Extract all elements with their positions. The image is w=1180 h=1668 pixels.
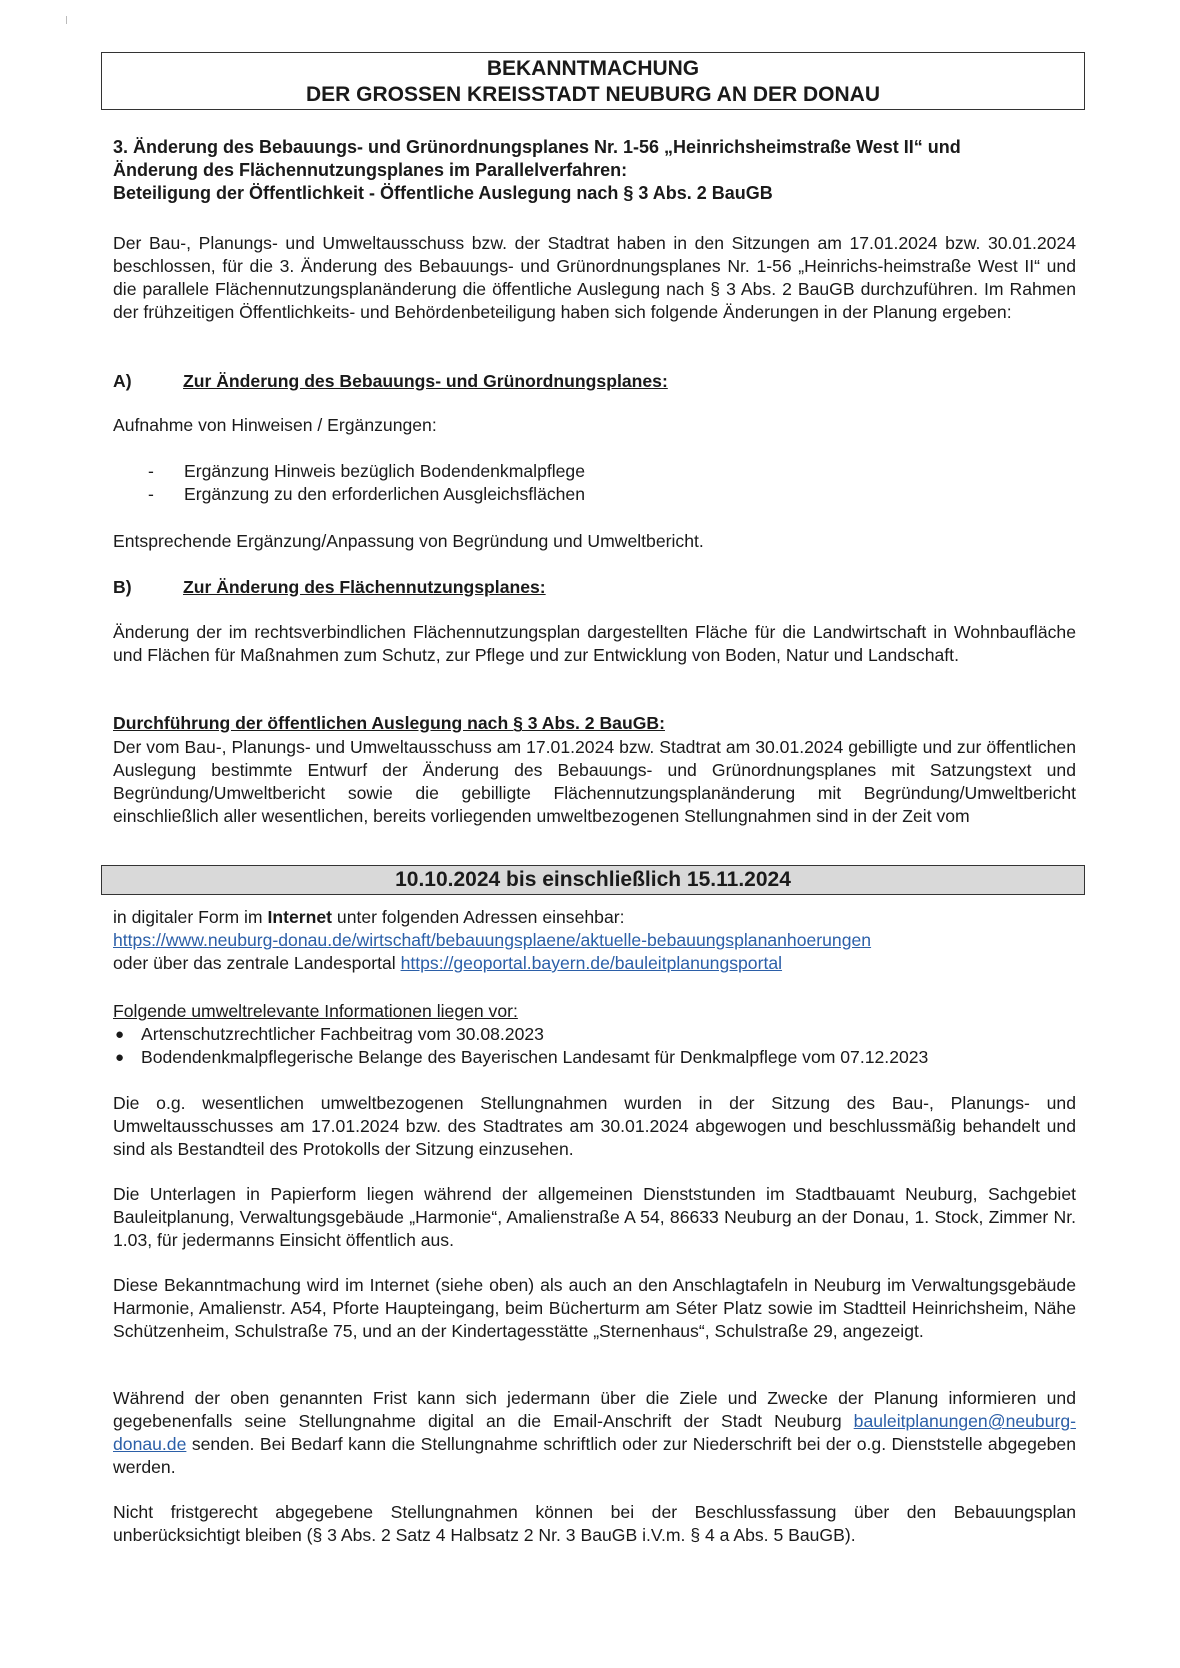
list-item: - Ergänzung Hinweis bezüglich Bodendenkmalpflege bbox=[148, 461, 586, 481]
internet-word: Internet bbox=[267, 907, 333, 927]
section-b-title: Zur Änderung des Flächennutzungsplanes: bbox=[183, 577, 546, 597]
city-website-link[interactable]: https://www.neuburg-donau.de/wirtschaft/bebauungsplaene/aktuelle-bebauungsplananhoerungen bbox=[113, 930, 872, 950]
section-a-title: Zur Änderung des Bebauungs- und Grünordnungsplanes: bbox=[183, 371, 668, 391]
bullet-icon: ● bbox=[115, 1049, 125, 1066]
bullet-icon: ● bbox=[115, 1026, 125, 1043]
document-title bbox=[113, 136, 1076, 205]
section-b-letter: B) bbox=[113, 577, 132, 597]
section-a-list bbox=[113, 460, 1076, 506]
env-info-heading: Folgende umweltrelevante Informationen liegen vor: bbox=[113, 1001, 518, 1021]
statements-paragraph: Die o.g. wesentlichen umweltbezogenen Stellungnahmen wurden in der Sitzung des Bau-, Planungs- und Umweltausschusses am 17.01.2024 bzw. des Stadtrates am 30.01.2024 abgewogen und beschlussmäßig behandelt und sind als Bestandteil des Protokolls der Sitzung einzusehen. bbox=[113, 1093, 1076, 1159]
list-item: - Ergänzung zu den erforderlichen Ausgleichsflächen bbox=[148, 484, 586, 504]
online-access bbox=[113, 906, 1076, 975]
email-link[interactable]: bauleitplanungen@neuburg-donau.de bbox=[113, 1411, 1076, 1454]
online-intro: in digitaler Form im Internet unter folgenden Adressen einsehbar: bbox=[113, 907, 625, 927]
section-a-letter: A) bbox=[113, 371, 132, 391]
header-line-2: DER GROSSEN KREISSTADT NEUBURG AN DER DONAU bbox=[305, 83, 881, 106]
section-a-heading bbox=[113, 370, 1076, 393]
section-b-text: Änderung der im rechtsverbindlichen Flächennutzungsplan dargestellten Fläche für die Landwirtschaft in Wohnbaufläche und Flächen für Maßnahmen zum Schutz, zur Pflege und zur Entwicklung von Boden, Natur und Landschaft. bbox=[113, 622, 1076, 665]
section-b-heading bbox=[113, 576, 1076, 599]
scan-mark bbox=[66, 16, 67, 24]
list-item: ● Bodendenkmalpflegerische Belange des Bayerischen Landesamt für Denkmalpflege vom 07.12.2023 bbox=[115, 1047, 929, 1067]
auslegung-text: Der vom Bau-, Planungs- und Umweltausschuss am 17.01.2024 bzw. Stadtrat am 30.01.2024 gebilligte und zur öffentlichen Auslegung bestimmte Entwurf der Änderung des Bebauungs- und Grünordnungsplanes mit Satzungstext und Begründung/Umweltbericht sowie die gebilligte Flächennutzungsplanänderung mit Begründung/Umweltbericht einschließlich aller wesentlichen, bereits vorliegenden umweltbezogenen Stellungnahmen sind in der Zeit vom bbox=[113, 737, 1076, 826]
portal-line: oder über das zentrale Landesportal https://geoportal.bayern.de/bauleitplanungsportal bbox=[113, 953, 783, 973]
header-box bbox=[101, 52, 1085, 110]
env-info-list bbox=[113, 1023, 1076, 1069]
header-line-1: BEKANNTMACHUNG bbox=[486, 57, 700, 80]
intro-paragraph: Der Bau-, Planungs- und Umweltausschuss bzw. der Stadtrat haben in den Sitzungen am 17.01.2024 bzw. 30.01.2024 beschlossen, für die 3. Änderung des Bebauungs- und Grünordnungsplanes Nr. 1-56 „Heinrichs-heimstraße West II“ und die parallele Flächennutzungsplanänderung die öffentliche Auslegung nach § 3 Abs. 2 BauGB durchzuführen. Im Rahmen der frühzeitigen Öffentlichkeits- und Behördenbeteiligung haben sich folgende Änderungen in der Planung ergeben: bbox=[113, 233, 1076, 322]
list-item: ● Artenschutzrechtlicher Fachbeitrag vom 30.08.2023 bbox=[115, 1024, 544, 1044]
title-line-1: 3. Änderung des Bebauungs- und Grünordnungsplanes Nr. 1-56 „Heinrichsheimstraße West II“ und bbox=[113, 137, 961, 157]
geoportal-link[interactable]: https://geoportal.bayern.de/bauleitplanungsportal bbox=[400, 953, 783, 973]
title-line-2: Änderung des Flächennutzungsplanes im Parallelverfahren: bbox=[113, 160, 628, 180]
section-a-note: Entsprechende Ergänzung/Anpassung von Begründung und Umweltbericht. bbox=[113, 531, 704, 551]
period-text: 10.10.2024 bis einschließlich 15.11.2024 bbox=[395, 868, 791, 891]
final-paragraph: Nicht fristgerecht abgegebene Stellungnahmen können bei der Beschlussfassung über den Bebauungsplan unberücksichtigt bleiben (§ 3 Abs. 2 Satz 4 Halbsatz 2 Nr. 3 BauGB i.V.m. § 4 a Abs. 5 BauGB). bbox=[113, 1502, 1076, 1545]
period-box bbox=[101, 865, 1085, 895]
title-line-3: Beteiligung der Öffentlichkeit - Öffentliche Auslegung nach § 3 Abs. 2 BauGB bbox=[113, 183, 773, 203]
notice-paragraph: Diese Bekanntmachung wird im Internet (siehe oben) als auch an den Anschlagtafeln in Neuburg im Verwaltungsgebäude Harmonie, Amalienstr. A54, Pforte Haupteingang, beim Bücherturm am Séter Platz sowie im Stadtteil Heinrichsheim, Nähe Schützenheim, Schulstraße 75, und an der Kindertagesstätte „Sternenhaus“, Schulstraße 29, angezeigt. bbox=[113, 1275, 1076, 1341]
section-a-lead: Aufnahme von Hinweisen / Ergänzungen: bbox=[113, 415, 437, 435]
email-paragraph: Während der oben genannten Frist kann sich jedermann über die Ziele und Zwecke der Planung informieren und gegebenenfalls seine Stellungnahme digital an die Email-Anschrift der Stadt Neuburg bauleitplanungen@neuburg-donau.de senden. Bei Bedarf kann die Stellungnahme schriftlich oder zur Niederschrift bei der o.g. Dienststelle abgegeben werden. bbox=[113, 1388, 1076, 1477]
auslegung-heading: Durchführung der öffentlichen Auslegung nach § 3 Abs. 2 BauGB: bbox=[113, 713, 665, 733]
paper-documents-paragraph: Die Unterlagen in Papierform liegen während der allgemeinen Dienststunden im Stadtbauamt Neuburg, Sachgebiet Bauleitplanung, Verwaltungsgebäude „Harmonie“, Amalienstraße A 54, 86633 Neuburg an der Donau, 1. Stock, Zimmer Nr. 1.03, für jedermanns Einsicht öffentlich aus. bbox=[113, 1184, 1076, 1250]
